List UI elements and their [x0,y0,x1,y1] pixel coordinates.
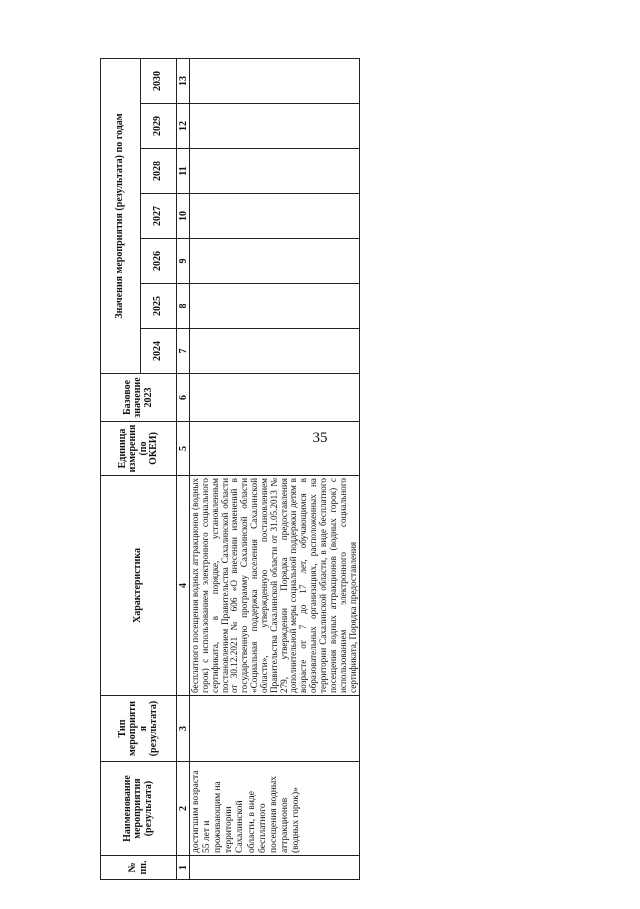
column-number: 7 [177,329,190,374]
cell-year-value [190,58,360,103]
cell-year-value [190,104,360,149]
header-characteristic: Характеристика [101,476,177,696]
header-name: Наименование мероприятия (результата) [101,762,177,856]
column-number: 11 [177,149,190,194]
results-table [100,58,360,880]
page-number: 35 [312,430,328,446]
header-year: 2027 [141,194,177,239]
cell-base [190,374,360,422]
column-number: 8 [177,284,190,329]
cell-year-value [190,149,360,194]
header-num: № пп. [101,856,177,880]
column-number: 3 [177,696,190,762]
header-year: 2028 [141,149,177,194]
column-number-row [177,58,190,879]
header-year: 2029 [141,104,177,149]
cell-unit [190,422,360,476]
table-row [190,58,360,879]
column-number: 4 [177,476,190,696]
column-number: 9 [177,239,190,284]
header-unit: Единица измерения (по ОКЕИ) [101,422,177,476]
header-base: Базовое значение 2023 [101,374,177,422]
cell-year-value [190,329,360,374]
column-number: 13 [177,58,190,103]
cell-num [190,856,360,880]
cell-year-value [190,194,360,239]
header-values-group: Значения мероприятия (результата) по годам [101,58,141,373]
header-year: 2026 [141,239,177,284]
cell-year-value [190,284,360,329]
column-number: 6 [177,374,190,422]
header-year: 2025 [141,284,177,329]
header-year: 2024 [141,329,177,374]
cell-year-value [190,239,360,284]
cell-type [190,696,360,762]
column-number: 5 [177,422,190,476]
header-type: Тип мероприяти я (результата) [101,696,177,762]
column-number: 10 [177,194,190,239]
cell-characteristic: бесплатного посещения водных аттракционов (водных горок) с использованием электронного социального сертификата, в порядке, установленным постановлением Правительства Сахалинской области от 30.12.2021 № 606 «О внесении изменений в государственную программу Сахалинской области «Социальная поддержка населения Сахалинской области», утвержденную постановлением Правительства Сахалинской области от 31.05.2013 № 279, утверждении Порядка предоставления дополнительной меры социальной поддержки детям в возрасте от 7 до 17 лет, обучающимся в образовательных организациях, расположенных на территории Сахалинской области, в виде бесплатного посещения водных аттракционов (водных горок) с использованием электронного социального сертификата, Порядка предоставления [190,476,360,696]
column-number: 1 [177,856,190,880]
cell-name: достигшим возраста 55 лет и проживающим на территории Сахалинской области, в виде бесплатного посещения водных аттракционов (водных горок)» [190,762,360,856]
column-number: 12 [177,104,190,149]
header-year: 2030 [141,58,177,103]
column-number: 2 [177,762,190,856]
